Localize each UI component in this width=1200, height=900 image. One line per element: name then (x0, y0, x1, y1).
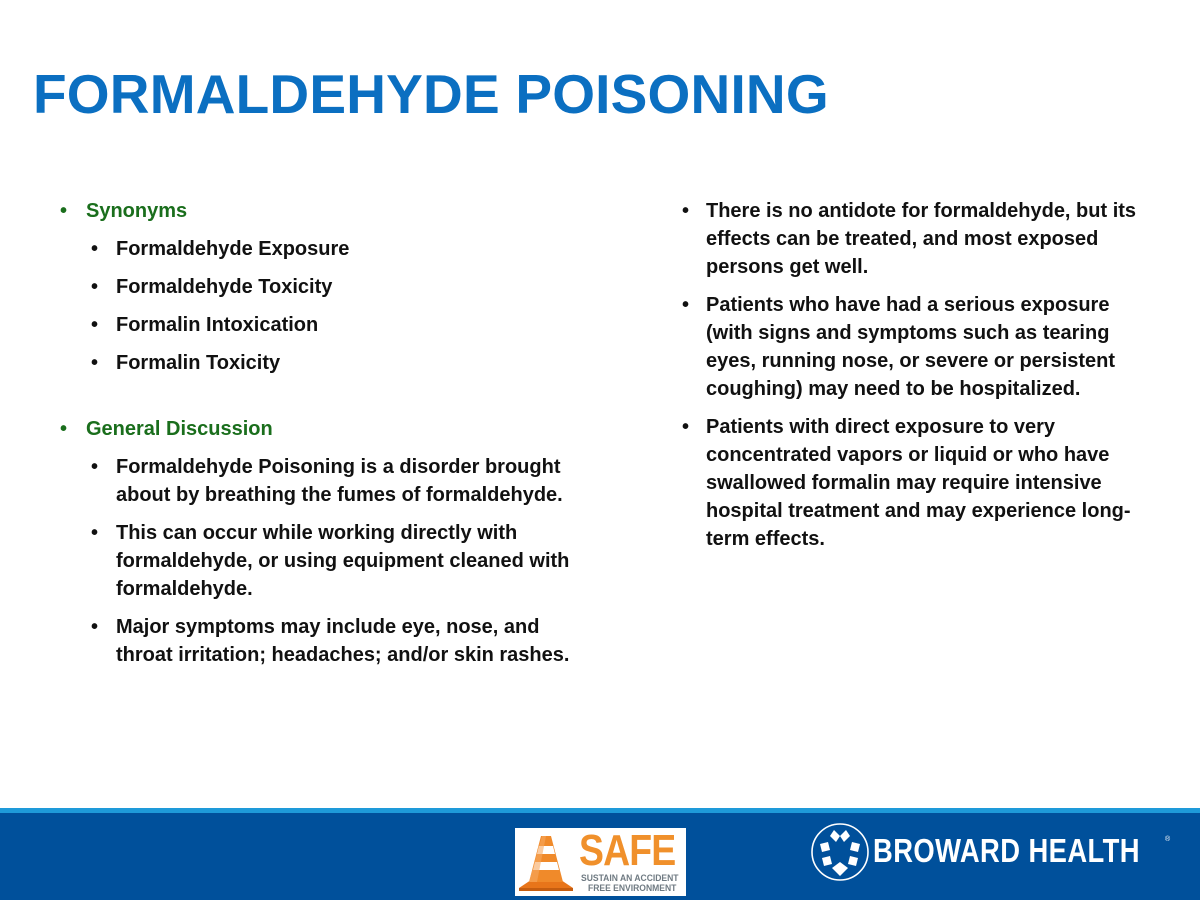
heading-text: Synonyms (86, 200, 188, 222)
registered-mark: ® (1165, 836, 1171, 843)
star-emblem-icon (810, 822, 870, 882)
traffic-cone-icon (515, 828, 579, 896)
synonyms-section (58, 197, 618, 377)
list-item (678, 413, 1148, 553)
section-heading-general-discussion (58, 415, 588, 443)
list-item-text: Formaldehyde Poisoning is a disorder brought about by breathing the fumes of formaldehyde. (116, 456, 563, 506)
list-item (678, 291, 1148, 403)
slide-title: FORMALDEHYDE POISONING (33, 63, 829, 125)
list-item-text: There is no antidote for formaldehyde, but its effects can be treated, and most exposed persons get well. (706, 200, 1137, 278)
list-item-text: Major symptoms may include eye, nose, and throat irritation; headaches; and/or skin rashes. (116, 616, 570, 666)
broward-health-wordmark: BROWARD HEALTH (873, 832, 1141, 869)
list-item (58, 349, 618, 377)
bullet-icon: • (91, 456, 99, 478)
bullet-icon: • (91, 616, 99, 638)
bullet-icon: • (60, 418, 68, 440)
heading-text: General Discussion (86, 418, 273, 440)
list-item (58, 273, 618, 301)
bullet-icon: • (682, 294, 690, 316)
list-item-text: Formaldehyde Exposure (116, 238, 350, 260)
general-discussion-section (58, 415, 588, 669)
list-item (58, 453, 588, 509)
list-item (58, 311, 618, 339)
list-item-text: Formalin Intoxication (116, 314, 319, 336)
list-item (678, 197, 1148, 281)
bullet-icon: • (91, 352, 99, 374)
list-item-text: Formaldehyde Toxicity (116, 276, 333, 298)
section-heading-synonyms (58, 197, 618, 225)
safe-logo (515, 828, 686, 896)
right-bullet-list (678, 197, 1148, 553)
list-item-text: Patients who have had a serious exposure (with signs and symptoms such as tearing eyes, running nose, or severe or persistent coughing) may need to be hospitalized. (706, 294, 1116, 400)
bullet-icon: • (91, 522, 99, 544)
bullet-icon: • (91, 276, 99, 298)
list-item (58, 519, 588, 603)
list-item-text: This can occur while working directly with formaldehyde, or using equipment cleaned with formaldehyde. (116, 522, 570, 600)
bullet-icon: • (682, 200, 690, 222)
safe-tagline-line1: SUSTAIN AN ACCIDENT (581, 873, 679, 883)
safe-tagline-line2: FREE ENVIRONMENT (588, 883, 677, 893)
list-item-text: Formalin Toxicity (116, 352, 281, 374)
bullet-icon: • (91, 238, 99, 260)
list-item (58, 235, 618, 263)
bullet-icon: • (91, 314, 99, 336)
list-item (58, 613, 588, 669)
bullet-icon: • (682, 416, 690, 438)
bullet-icon: • (60, 200, 68, 222)
list-item-text: Patients with direct exposure to very concentrated vapors or liquid or who have swallowed formalin may require intensive hospital treatment and may experience long-term effects. (706, 416, 1131, 550)
safe-word: SAFE (579, 828, 676, 875)
broward-health-logo (808, 820, 1178, 882)
